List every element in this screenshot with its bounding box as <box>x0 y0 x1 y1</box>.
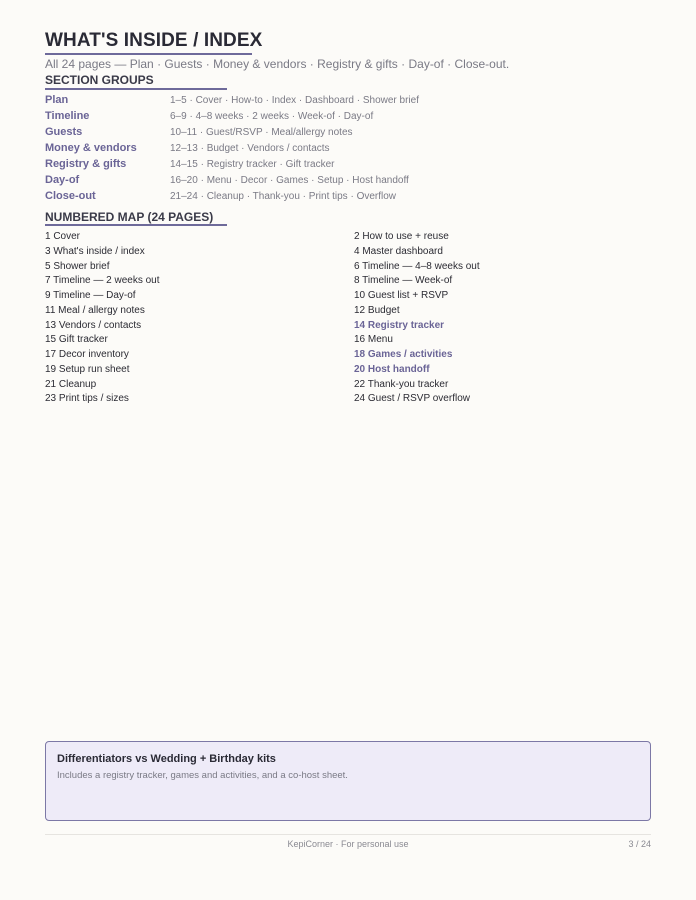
map-entry: 8 Timeline — Week-of <box>354 275 453 287</box>
group-pages: 21–24 · Cleanup · Thank-you · Print tips · Overflow <box>170 191 397 202</box>
group-pages: 16–20 · Menu · Decor · Games · Setup · Host handoff <box>170 175 409 186</box>
group-pages: 1–5 · Cover · How-to · Index · Dashboard · Shower brief <box>170 95 419 106</box>
group-name: Registry & gifts <box>45 158 127 170</box>
group-name: Close-out <box>45 190 96 202</box>
map-entry: 1 Cover <box>45 231 81 242</box>
map-entry: 13 Vendors / contacts <box>45 319 142 331</box>
group-row-money-vendors <box>45 141 651 157</box>
map-row <box>45 275 651 290</box>
map-row <box>45 320 651 335</box>
map-row <box>45 290 651 305</box>
group-name: Money & vendors <box>45 142 137 154</box>
group-row-timeline <box>45 109 651 125</box>
map-entry: 10 Guest list + RSVP <box>354 290 449 301</box>
map-entry: 21 Cleanup <box>45 378 97 390</box>
group-row-plan <box>45 93 651 109</box>
callout-body: Includes a registry tracker, games and activities, and a co-host sheet. <box>57 770 348 781</box>
map-entry: 9 Timeline — Day-of <box>45 290 136 301</box>
group-name: Timeline <box>45 110 90 122</box>
map-entry: 17 Decor inventory <box>45 349 129 360</box>
group-pages: 10–11 · Guest/RSVP · Meal/allergy notes <box>170 127 353 138</box>
section-groups-list <box>45 93 651 205</box>
map-entry: 7 Timeline — 2 weeks out <box>45 275 160 287</box>
map-entry: 16 Menu <box>354 334 393 346</box>
section-groups-heading: SECTION GROUPS <box>45 73 154 87</box>
map-entry: 5 Shower brief <box>45 260 110 272</box>
map-entry: 12 Budget <box>354 304 400 316</box>
title-underline <box>45 53 252 55</box>
map-entry: 14 Registry tracker <box>354 319 445 331</box>
map-entry: 24 Guest / RSVP overflow <box>354 393 470 405</box>
map-row <box>45 334 651 349</box>
group-row-day-of <box>45 173 651 189</box>
page-title: WHAT'S INSIDE / INDEX <box>45 30 263 51</box>
map-row <box>45 305 651 320</box>
numbered-map-heading: NUMBERED MAP (24 PAGES) <box>45 210 214 224</box>
map-row <box>45 364 651 379</box>
footer-divider <box>45 834 651 835</box>
page-subtitle: All 24 pages — Plan · Guests · Money & vendors · Registry & gifts · Day-of · Close-out. <box>45 57 510 71</box>
map-entry: 6 Timeline — 4–8 weeks out <box>354 260 480 272</box>
map-entry: 2 How to use + reuse <box>354 231 449 242</box>
group-name: Plan <box>45 94 69 106</box>
map-entry: 23 Print tips / sizes <box>45 393 129 405</box>
footer-brand: KepiCorner · For personal use <box>287 839 409 849</box>
index-page <box>45 0 651 900</box>
map-row <box>45 349 651 364</box>
group-pages: 12–13 · Budget · Vendors / contacts <box>170 143 330 154</box>
footer-page-number: 3 / 24 <box>628 839 651 849</box>
group-name: Day-of <box>45 174 80 186</box>
map-entry: 20 Host handoff <box>354 363 430 375</box>
map-entry: 19 Setup run sheet <box>45 363 130 375</box>
section-groups-underline <box>45 88 227 90</box>
map-row <box>45 231 651 246</box>
map-entry: 11 Meal / allergy notes <box>45 304 145 316</box>
group-pages: 14–15 · Registry tracker · Gift tracker <box>170 159 335 170</box>
map-row <box>45 261 651 276</box>
map-entry: 4 Master dashboard <box>354 245 443 257</box>
map-entry: 15 Gift tracker <box>45 334 108 346</box>
map-entry: 3 What's inside / index <box>45 245 145 257</box>
numbered-map-list <box>45 231 651 408</box>
group-pages: 6–9 · 4–8 weeks · 2 weeks · Week-of · Day-of <box>170 111 374 122</box>
differentiators-callout <box>45 741 651 821</box>
callout-title: Differentiators vs Wedding + Birthday kits <box>57 753 276 765</box>
group-row-guests <box>45 125 651 141</box>
map-entry: 18 Games / activities <box>354 349 453 360</box>
map-row <box>45 379 651 394</box>
group-name: Guests <box>45 126 83 138</box>
map-entry: 22 Thank-you tracker <box>354 378 449 390</box>
group-row-registry-gifts <box>45 157 651 173</box>
group-row-close-out <box>45 189 651 205</box>
numbered-map-underline <box>45 224 227 226</box>
map-row <box>45 246 651 261</box>
map-row <box>45 393 651 408</box>
